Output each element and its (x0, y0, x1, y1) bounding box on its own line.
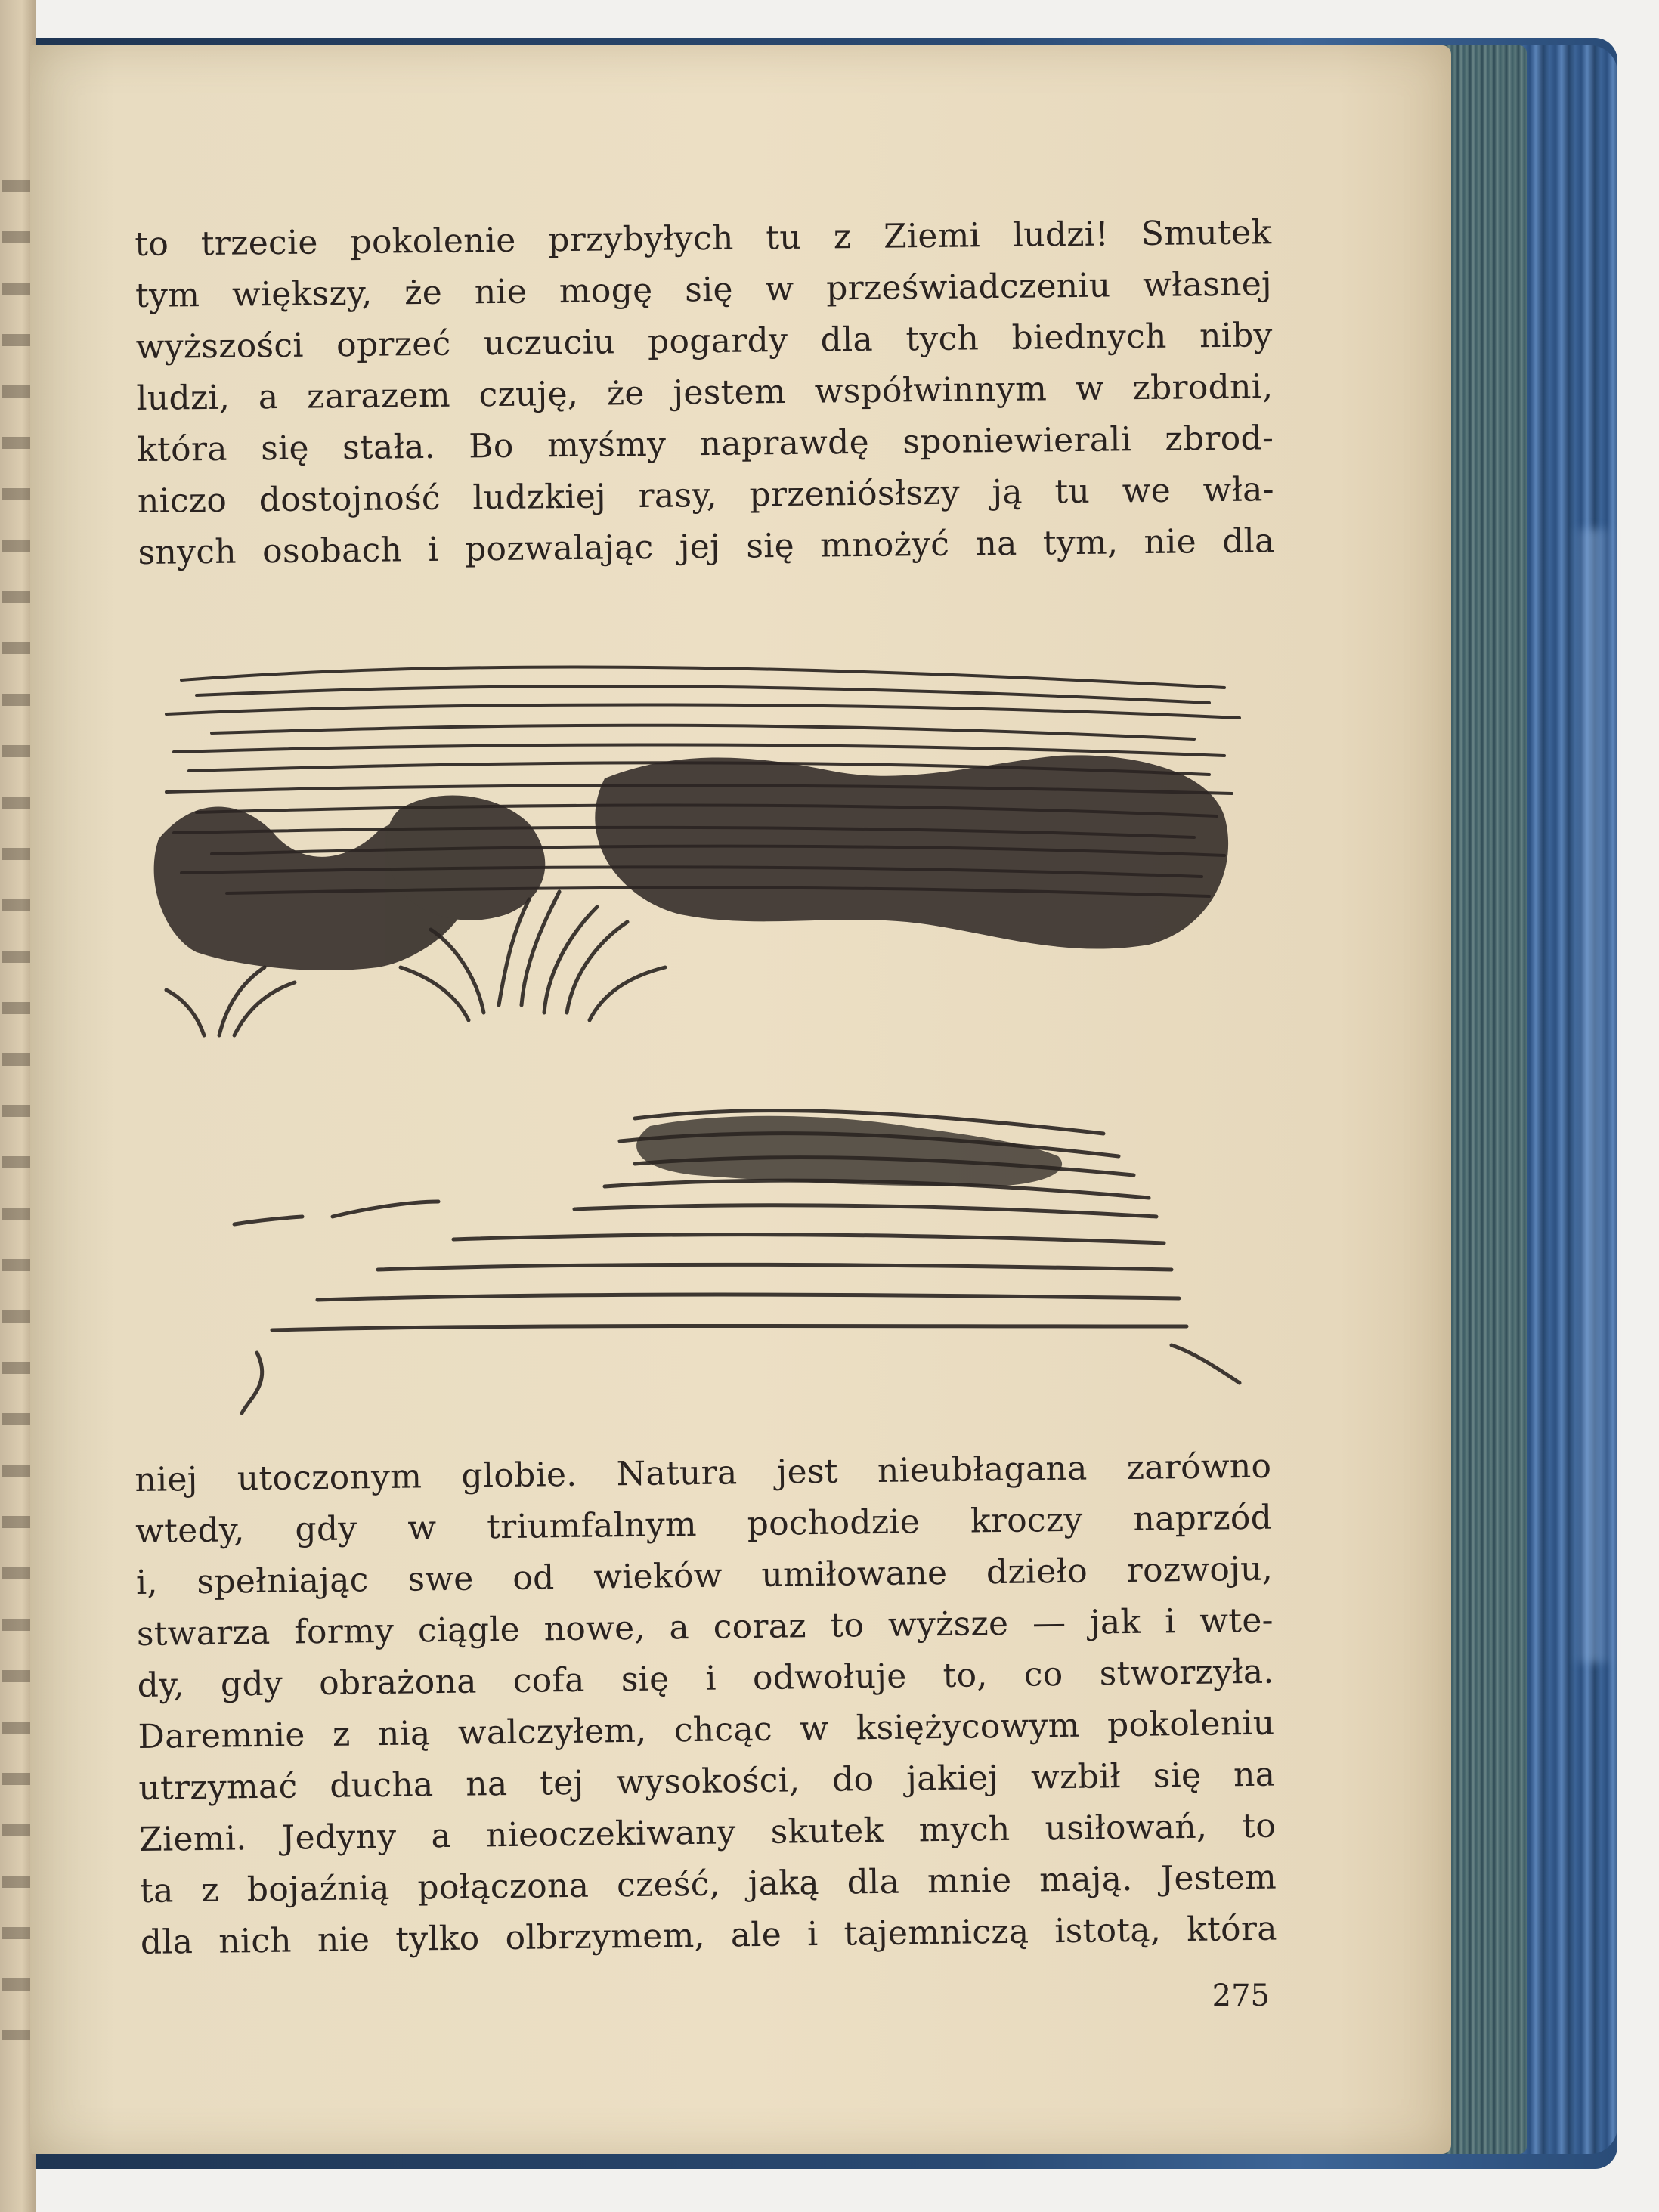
text-line: dy, gdy obrażona cofa się i odwołuje to, co stworzyła. (137, 1652, 1274, 1705)
top-paragraph (135, 207, 1275, 579)
page-number: 275 (1212, 1978, 1270, 2013)
text-line: to trzecie pokolenie przybyłych tu z Ziemi ludzi! Smutek (135, 213, 1272, 264)
text-line: utrzymać ducha na tej wysokości, do jakiej wzbił się na (138, 1755, 1276, 1808)
text-line: która się stała. Bo myśmy naprawdę sponiewierali zbrod- (136, 419, 1274, 469)
text-line: Daremnie z nią walczyłem, chcąc w księżycowym pokoleniu (138, 1703, 1275, 1756)
text-line: wyższości oprzeć uczuciu pogardy dla tych biednych niby (135, 316, 1273, 367)
text-line: niej utoczonym globie. Natura jest nieubłagana zarówno (135, 1446, 1272, 1499)
text-line: ta z bojaźnią połączona cześć, jaką dla mnie mają. Jestem (139, 1858, 1277, 1910)
cover-highlight (1572, 529, 1614, 1663)
text-line: stwarza formy ciągle nowe, a coraz to wyższe — jak i wte- (136, 1601, 1274, 1654)
page-block-edges (1440, 45, 1527, 2154)
text-line: Ziemi. Jedyny a nieoczekiwany skutek mych usiłowań, to (138, 1806, 1277, 1859)
text-line: niczo dostojność ludzkiej rasy, przeniósłszy ją tu we wła- (137, 470, 1275, 521)
left-page-text-fragments (2, 151, 32, 2040)
text-line: wtedy, gdy w triumfalnym pochodzie kroczy naprzód (135, 1498, 1273, 1551)
text-line: tym większy, że nie mogę się w przeświadczeniu własnej (135, 265, 1273, 315)
ink-sketch-illustration (151, 642, 1270, 1421)
text-line: i, spełniając swe od wieków umiłowane dzieło rozwoju, (135, 1549, 1274, 1602)
bottom-paragraph (135, 1441, 1277, 1969)
text-line: ludzi, a zarazem czuję, że jestem współwinnym w zbrodni, (136, 367, 1274, 418)
text-line: snych osobach i pozwalając jej się mnożyć na tym, nie dla (138, 521, 1275, 572)
text-line: dla nich nie tylko olbrzymem, ale i tajemniczą istotą, która (140, 1909, 1278, 1962)
